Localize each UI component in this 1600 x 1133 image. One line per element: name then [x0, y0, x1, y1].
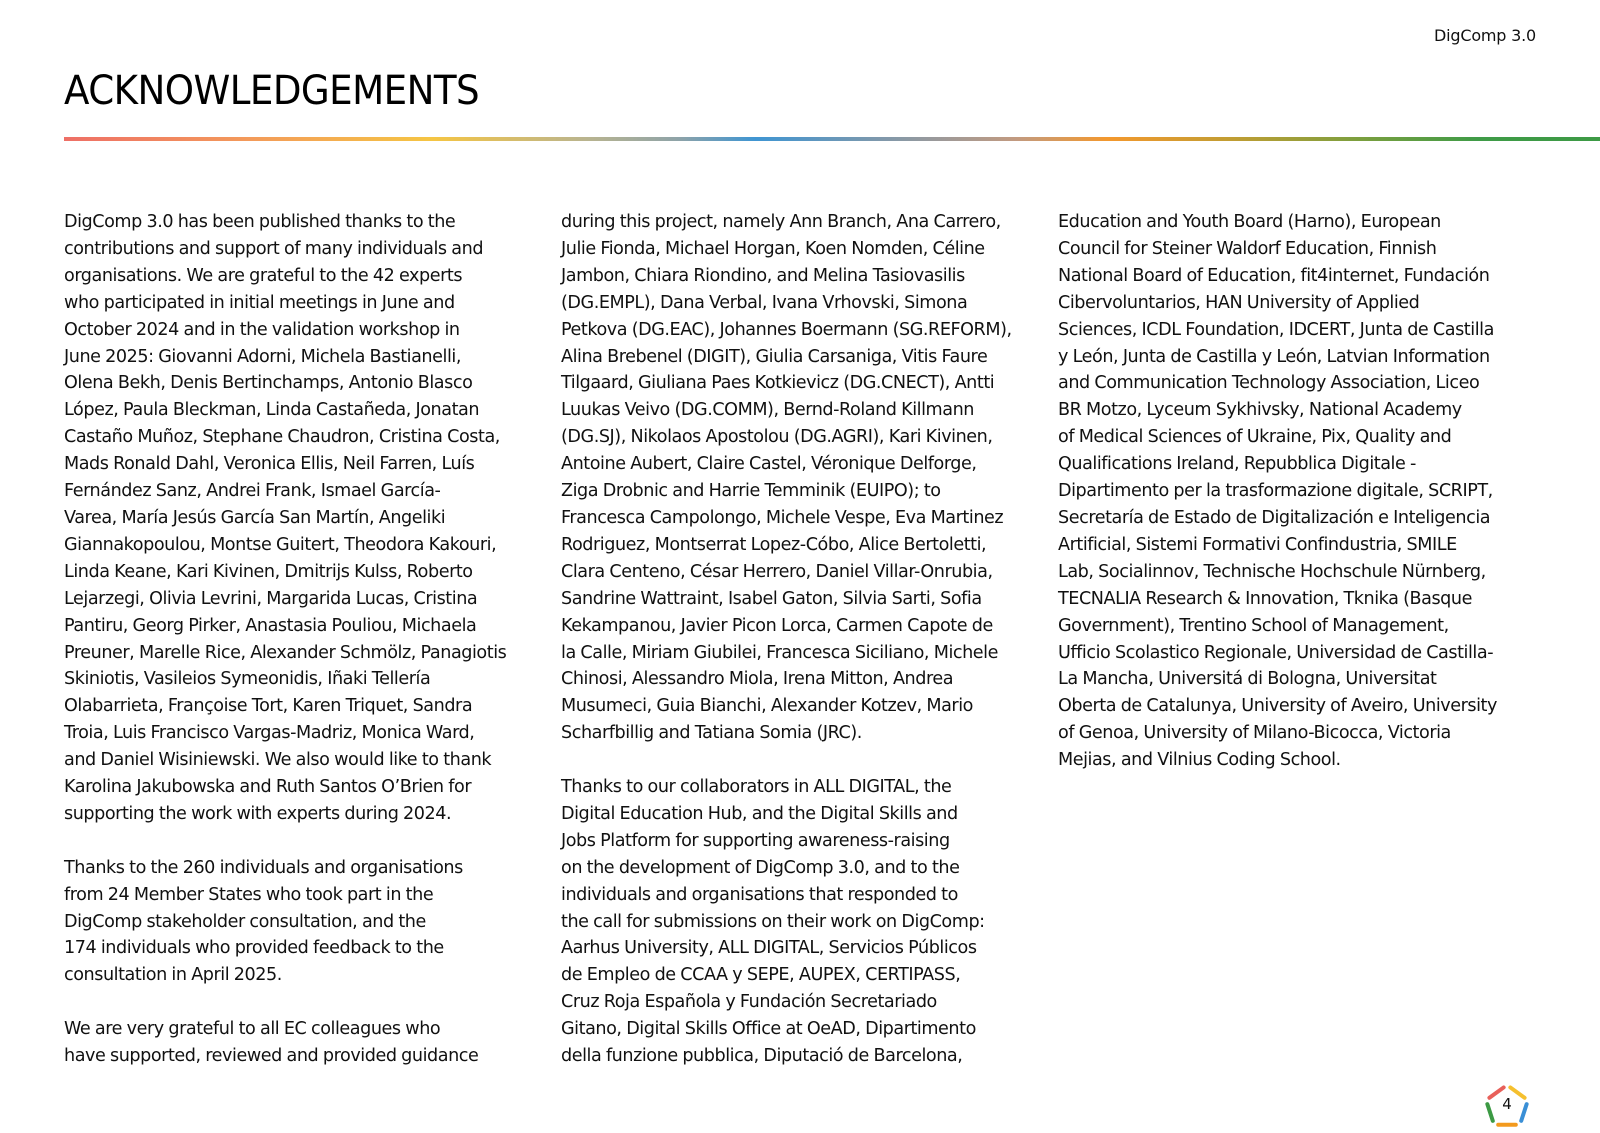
- text-line: Qualifications Ireland, Repubblica Digitale -: [1058, 454, 1416, 475]
- text-line: DigComp stakeholder consultation, and the: [64, 911, 426, 932]
- text-line: Sciences, ICDL Foundation, IDCERT, Junta de Castilla: [1058, 319, 1494, 340]
- text-line: supporting the work with experts during 2024.: [64, 803, 452, 824]
- text-line: Chinosi, Alessandro Miola, Irena Mitton, Andrea: [561, 669, 954, 690]
- text-line: la Calle, Miriam Giubilei, Francesca Siciliano, Michele: [561, 642, 998, 663]
- text-line: Giannakopoulou, Montse Guitert, Theodora Kakouri,: [64, 534, 497, 555]
- text-line: Ufficio Scolastico Regionale, Universidad de Castilla-: [1058, 642, 1494, 663]
- text-line: and Daniel Wisiniewski. We also would like to thank: [64, 750, 492, 771]
- text-line: La Mancha, Universitá di Bologna, Universitat: [1058, 669, 1437, 690]
- text-line: Jobs Platform for supporting awareness-raising: [561, 830, 950, 851]
- text-column-3: [1058, 209, 1558, 801]
- paragraph: [64, 1016, 534, 1070]
- text-line: Pantiru, Georg Pirker, Anastasia Pouliou, Michaela: [64, 615, 477, 636]
- gradient-divider: [64, 137, 1600, 141]
- text-line: Aarhus University, ALL DIGITAL, Servicios Públicos: [561, 938, 977, 959]
- text-line: Alina Brebenel (DIGIT), Giulia Carsaniga, Vitis Faure: [561, 346, 988, 367]
- text-line: Gitano, Digital Skills Office at OeAD, Dipartimento: [561, 1019, 976, 1040]
- text-line: Francesca Campolongo, Michele Vespe, Eva Martinez: [561, 507, 1004, 528]
- paragraph: [561, 774, 1031, 1070]
- paragraph: [1058, 209, 1558, 774]
- text-line: Castaño Muñoz, Stephane Chaudron, Cristina Costa,: [64, 427, 500, 448]
- text-line: the call for submissions on their work on DigComp:: [561, 911, 985, 932]
- text-line: of Medical Sciences of Ukraine, Pix, Quality and: [1058, 427, 1452, 448]
- text-line: organisations. We are grateful to the 42 experts: [64, 265, 463, 286]
- text-line: Kekampanou, Javier Picon Lorca, Carmen Capote de: [561, 615, 993, 636]
- text-line: Jambon, Chiara Riondino, and Melina Tasiovasilis: [561, 265, 965, 286]
- text-line: from 24 Member States who took part in the: [64, 884, 434, 905]
- paragraph: [561, 209, 1031, 747]
- text-line: Thanks to our collaborators in ALL DIGITAL, the: [561, 777, 952, 798]
- text-line: individuals and organisations that responded to: [561, 884, 958, 905]
- text-line: Olabarrieta, Françoise Tort, Karen Triquet, Sandra: [64, 696, 473, 717]
- text-line: Antoine Aubert, Claire Castel, Véronique Delforge,: [561, 454, 977, 475]
- text-line: Julie Fionda, Michael Horgan, Koen Nomden, Céline: [561, 238, 985, 259]
- text-line: Secretaría de Estado de Digitalización e Inteligencia: [1058, 507, 1491, 528]
- page-number: 4: [1502, 1095, 1512, 1113]
- text-line: consultation in April 2025.: [64, 965, 282, 986]
- text-line: Cibervoluntarios, HAN University of Applied: [1058, 292, 1420, 313]
- text-line: Cruz Roja Española y Fundación Secretariado: [561, 992, 937, 1013]
- text-line: della funzione pubblica, Diputació de Barcelona,: [561, 1046, 963, 1067]
- text-line: Lab, Socialinnov, Technische Hochschule Nürnberg,: [1058, 561, 1486, 582]
- text-line: Troia, Luis Francisco Vargas-Madriz, Monica Ward,: [64, 723, 475, 744]
- text-line: Musumeci, Guia Bianchi, Alexander Kotzev, Mario: [561, 696, 973, 717]
- text-line: Preuner, Marelle Rice, Alexander Schmölz, Panagiotis: [64, 642, 507, 663]
- text-line: Lejarzegi, Olivia Levrini, Margarida Lucas, Cristina: [64, 588, 478, 609]
- text-line: Rodriguez, Montserrat Lopez-Cóbo, Alice Bertoletti,: [561, 534, 987, 555]
- text-line: Olena Bekh, Denis Bertinchamps, Antonio Blasco: [64, 373, 473, 394]
- text-line: (DG.EMPL), Dana Verbal, Ivana Vrhovski, Simona: [561, 292, 968, 313]
- text-line: DigComp 3.0 has been published thanks to the: [64, 212, 456, 232]
- text-line: Artificial, Sistemi Formativi Confindustria, SMILE: [1058, 534, 1457, 555]
- text-line: Fernández Sanz, Andrei Frank, Ismael García-: [64, 481, 441, 502]
- paragraph: [64, 209, 534, 828]
- text-line: Luukas Veivo (DG.COMM), Bernd-Roland Killmann: [561, 400, 974, 421]
- text-line: National Board of Education, fit4internet, Fundación: [1058, 265, 1490, 286]
- text-line: de Empleo de CCAA y SEPE, AUPEX, CERTIPASS,: [561, 965, 961, 986]
- text-line: Linda Keane, Kari Kivinen, Dmitrijs Kulss, Roberto: [64, 561, 473, 582]
- text-line: Petkova (DG.EAC), Johannes Boermann (SG.REFORM),: [561, 319, 1012, 340]
- text-line: Education and Youth Board (Harno), European: [1058, 212, 1441, 232]
- text-line: have supported, reviewed and provided guidance: [64, 1046, 479, 1067]
- text-line: October 2024 and in the validation workshop in: [64, 319, 460, 340]
- text-line: Council for Steiner Waldorf Education, Finnish: [1058, 238, 1437, 259]
- text-line: TECNALIA Research & Innovation, Tknika (Basque: [1058, 588, 1472, 609]
- paragraph: [64, 855, 534, 990]
- text-line: Government), Trentino School of Management,: [1058, 615, 1449, 636]
- text-line: on the development of DigComp 3.0, and to the: [561, 857, 960, 878]
- text-line: and Communication Technology Association, Liceo: [1058, 373, 1480, 394]
- text-line: Tilgaard, Giuliana Paes Kotkievicz (DG.CNECT), Antti: [561, 373, 995, 394]
- text-line: y León, Junta de Castilla y León, Latvian Information: [1058, 346, 1490, 367]
- text-line: who participated in initial meetings in June and: [64, 292, 455, 313]
- text-line: Oberta de Catalunya, University of Aveiro, University: [1058, 696, 1497, 717]
- text-line: Ziga Drobnic and Harrie Temminik (EUIPO); to: [561, 481, 941, 502]
- text-line: Skiniotis, Vasileios Symeonidis, Iñaki Tellería: [64, 669, 431, 690]
- text-line: Digital Education Hub, and the Digital Skills and: [561, 803, 958, 824]
- text-line: López, Paula Bleckman, Linda Castañeda, Jonatan: [64, 400, 480, 421]
- page-number-badge: [1481, 1081, 1533, 1131]
- text-column-1: [64, 209, 534, 1097]
- text-line: BR Motzo, Lyceum Sykhivsky, National Academy: [1058, 400, 1462, 421]
- text-column-2: [561, 209, 1031, 1097]
- text-line: contributions and support of many individuals and: [64, 238, 484, 259]
- text-line: (DG.SJ), Nikolaos Apostolou (DG.AGRI), Kari Kivinen,: [561, 427, 993, 448]
- text-line: Scharfbillig and Tatiana Somia (JRC).: [561, 723, 862, 744]
- running-header: DigComp 3.0: [1434, 26, 1536, 45]
- text-line: during this project, namely Ann Branch, Ana Carrero,: [561, 212, 1001, 232]
- text-line: Dipartimento per la trasformazione digitale, SCRIPT,: [1058, 481, 1493, 502]
- text-line: June 2025: Giovanni Adorni, Michela Bastianelli,: [64, 346, 461, 367]
- text-line: Karolina Jakubowska and Ruth Santos O’Brien for: [64, 777, 472, 798]
- text-line: We are very grateful to all EC colleagues who: [64, 1019, 441, 1040]
- text-line: Mejias, and Vilnius Coding School.: [1058, 750, 1341, 771]
- text-line: Varea, María Jesús García San Martín, Angeliki: [64, 507, 446, 528]
- page-title: ACKNOWLEDGEMENTS: [64, 68, 480, 114]
- text-line: Clara Centeno, César Herrero, Daniel Villar-Onrubia,: [561, 561, 993, 582]
- text-line: Thanks to the 260 individuals and organisations: [64, 857, 463, 878]
- text-line: Mads Ronald Dahl, Veronica Ellis, Neil Farren, Luís: [64, 454, 475, 475]
- text-line: of Genoa, University of Milano-Bicocca, Victoria: [1058, 723, 1451, 744]
- text-line: Sandrine Wattraint, Isabel Gaton, Silvia Sarti, Sofia: [561, 588, 982, 609]
- text-line: 174 individuals who provided feedback to the: [64, 938, 444, 959]
